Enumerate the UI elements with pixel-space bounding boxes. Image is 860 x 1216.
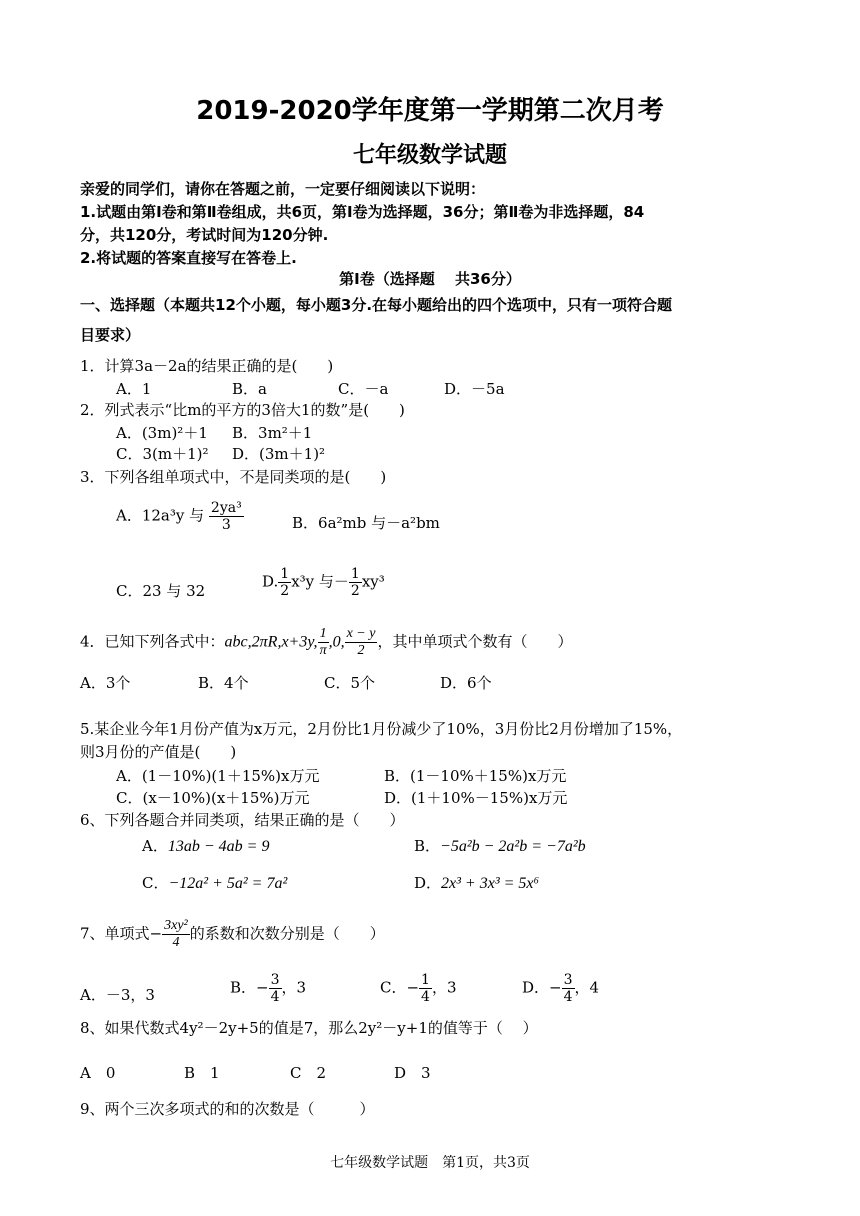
option-suffix: ，3 — [281, 978, 307, 997]
instructions-item2: 2.将试题的答案直接写在答卷上. — [80, 249, 297, 267]
question-4-option-c: C．5个 — [324, 674, 376, 692]
question-7-prefix: 7、单项式− — [80, 924, 163, 943]
fraction-denominator: 4 — [270, 989, 280, 1005]
question-2-option-d: D．(3m＋1)² — [232, 445, 326, 463]
question-7-option-c — [380, 972, 457, 1005]
question-2-option-a: A．(3m)²＋1 — [116, 424, 208, 442]
option-label: D． — [414, 874, 442, 892]
option-prefix: D．− — [522, 978, 562, 997]
fraction-numerator: x − y — [346, 626, 376, 641]
instructions-item1: 1.试题由第Ⅰ卷和第Ⅱ卷组成，共6页，第Ⅰ卷为选择题，36分；第Ⅱ卷为非选择题，84 — [80, 203, 645, 221]
question-6-option-a — [142, 835, 269, 856]
question-4-expr-1: abc,2πR,x+3y, — [224, 633, 318, 651]
option-suffix: ，3 — [431, 978, 457, 997]
option-prefix: C．− — [380, 978, 420, 997]
part1-heading: 一、选择题（本题共12个小题，每小题3分.在每小题给出的四个选项中，只有一项符合题 — [80, 296, 673, 314]
question-2-option-c: C．3(m＋1)² — [116, 445, 209, 463]
question-4-fraction-2 — [345, 626, 378, 659]
question-8-option-c: C 2 — [290, 1064, 327, 1082]
question-2-option-b: B．3m²＋1 — [232, 424, 313, 442]
question-3-option-d-suffix: xy³ — [361, 572, 385, 591]
fraction-denominator: π — [319, 643, 327, 658]
question-4-option-a: A．3个 — [80, 674, 131, 692]
exam-title: 2019-2020学年度第一学期第二次月考 — [196, 96, 664, 126]
fraction-denominator: 3 — [221, 517, 231, 533]
option-expression: −12a² + 5a² = 7a² — [168, 875, 288, 892]
question-7-stem — [80, 918, 385, 951]
option-expression: 2x³ + 3x³ = 5x⁶ — [441, 875, 540, 892]
fraction-denominator: 2 — [357, 643, 365, 658]
question-3-stem: 3．下列各组单项式中，不是同类项的是( ) — [80, 468, 387, 486]
option-label: A． — [142, 837, 168, 855]
option-suffix: ，4 — [574, 978, 600, 997]
option-label: C． — [142, 874, 169, 892]
question-9-stem: 9、两个三次多项式的和的次数是（ ） — [80, 1100, 375, 1118]
question-7-option-b — [230, 972, 306, 1005]
fraction-numerator: 3 — [270, 972, 280, 988]
option-label: B． — [414, 837, 441, 855]
question-5-option-d: D．(1＋10%－15%)x万元 — [384, 789, 568, 807]
option-fraction — [269, 972, 282, 1005]
question-2-stem: 2．列式表示“比m的平方的3倍大1的数”是( ) — [80, 401, 405, 419]
question-3-option-a-fraction — [209, 500, 244, 533]
question-1-option-a: A．1 — [116, 380, 152, 398]
question-8-stem: 8、如果代数式4y²－2y+5的值是7，那么2y²－y+1的值等于（ ） — [80, 1019, 538, 1037]
option-fraction — [562, 972, 575, 1005]
question-6-option-c — [142, 872, 287, 893]
fraction-denominator: 4 — [421, 989, 430, 1005]
question-3-option-d-fraction-2 — [349, 566, 362, 599]
instructions-item1-cont: 分，共120分，考试时间为120分钟. — [80, 226, 329, 244]
question-3-option-b: B．6a²mb 与－a²bm — [292, 514, 440, 532]
option-expression: 13ab − 4ab = 9 — [167, 838, 270, 855]
part1-heading-cont: 目要求） — [80, 326, 141, 344]
question-5-stem-cont: 则3月份的产值是( ) — [80, 743, 237, 761]
fraction-numerator: 1 — [421, 972, 430, 988]
exam-subtitle: 七年级数学试题 — [352, 143, 507, 168]
question-3-option-d-middle: x³y 与－ — [291, 572, 349, 591]
question-6-stem: 6、下列各题合并同类项，结果正确的是（ ） — [80, 811, 405, 829]
question-7-fraction — [162, 918, 190, 951]
question-7-option-a: A．－3，3 — [80, 986, 155, 1004]
fraction-denominator: 4 — [563, 989, 573, 1005]
question-5-option-a: A．(1－10%)(1＋15%)x万元 — [116, 767, 320, 785]
question-8-option-d: D 3 — [394, 1064, 431, 1082]
question-8-option-a: A 0 — [80, 1064, 116, 1082]
fraction-numerator: 1 — [350, 566, 360, 582]
question-5-stem: 5.某企业今年1月份产值为x万元，2月份比1月份减少了10%，3月份比2月份增加了15%， — [80, 720, 683, 738]
question-4-stem — [80, 626, 572, 659]
page-footer: 七年级数学试题 第1页，共3页 — [330, 1155, 530, 1171]
fraction-denominator: 2 — [350, 583, 360, 599]
question-3-option-d — [262, 566, 385, 599]
question-4-fraction-1 — [318, 626, 329, 659]
instructions-greeting: 亲爱的同学们，请你在答题之前，一定要仔细阅读以下说明： — [80, 180, 486, 198]
option-prefix: B．− — [230, 978, 269, 997]
question-6-option-d — [414, 872, 539, 893]
fraction-denominator: 4 — [172, 935, 180, 950]
question-1-option-b: B．a — [232, 380, 267, 398]
option-expression: −5a²b − 2a²b = −7a²b — [440, 838, 586, 855]
question-4-option-d: D．6个 — [440, 674, 492, 692]
fraction-numerator: 1 — [280, 566, 290, 582]
section-heading: 第Ⅰ卷（选择题 共36分） — [339, 270, 521, 288]
question-1-option-c: C．－a — [338, 380, 389, 398]
fraction-numerator: 2ya³ — [210, 500, 242, 516]
fraction-numerator: 1 — [318, 626, 329, 643]
question-7-option-d — [522, 972, 599, 1005]
question-3-option-d-fraction-1 — [278, 566, 291, 599]
option-fraction — [419, 972, 432, 1005]
question-4-expr-2: ,0, — [328, 633, 345, 651]
question-4-option-b: B．4个 — [198, 674, 249, 692]
question-8-option-b: B 1 — [184, 1064, 220, 1082]
question-5-option-c: C．(x－10%)(x＋15%)万元 — [116, 789, 310, 807]
question-4-suffix: ，其中单项式个数有（ ） — [377, 632, 573, 651]
question-3-option-a — [116, 500, 244, 533]
fraction-numerator: 3xy² — [164, 918, 188, 933]
fraction-denominator: 2 — [280, 583, 290, 599]
question-3-option-d-prefix: D. — [262, 572, 279, 591]
question-1-stem: 1．计算3a－2a的结果正确的是( ) — [80, 357, 334, 375]
question-6-option-b — [414, 835, 586, 856]
question-7-suffix: 的系数和次数分别是（ ） — [189, 924, 385, 943]
question-3-option-a-text: A．12a³y 与 — [116, 506, 205, 525]
question-5-option-b: B．(1－10%＋15%)x万元 — [384, 767, 567, 785]
fraction-numerator: 3 — [563, 972, 573, 988]
question-1-option-d: D．－5a — [444, 380, 505, 398]
question-4-prefix: 4．已知下列各式中： — [80, 632, 225, 651]
question-3-option-c: C．23 与 32 — [116, 582, 206, 600]
